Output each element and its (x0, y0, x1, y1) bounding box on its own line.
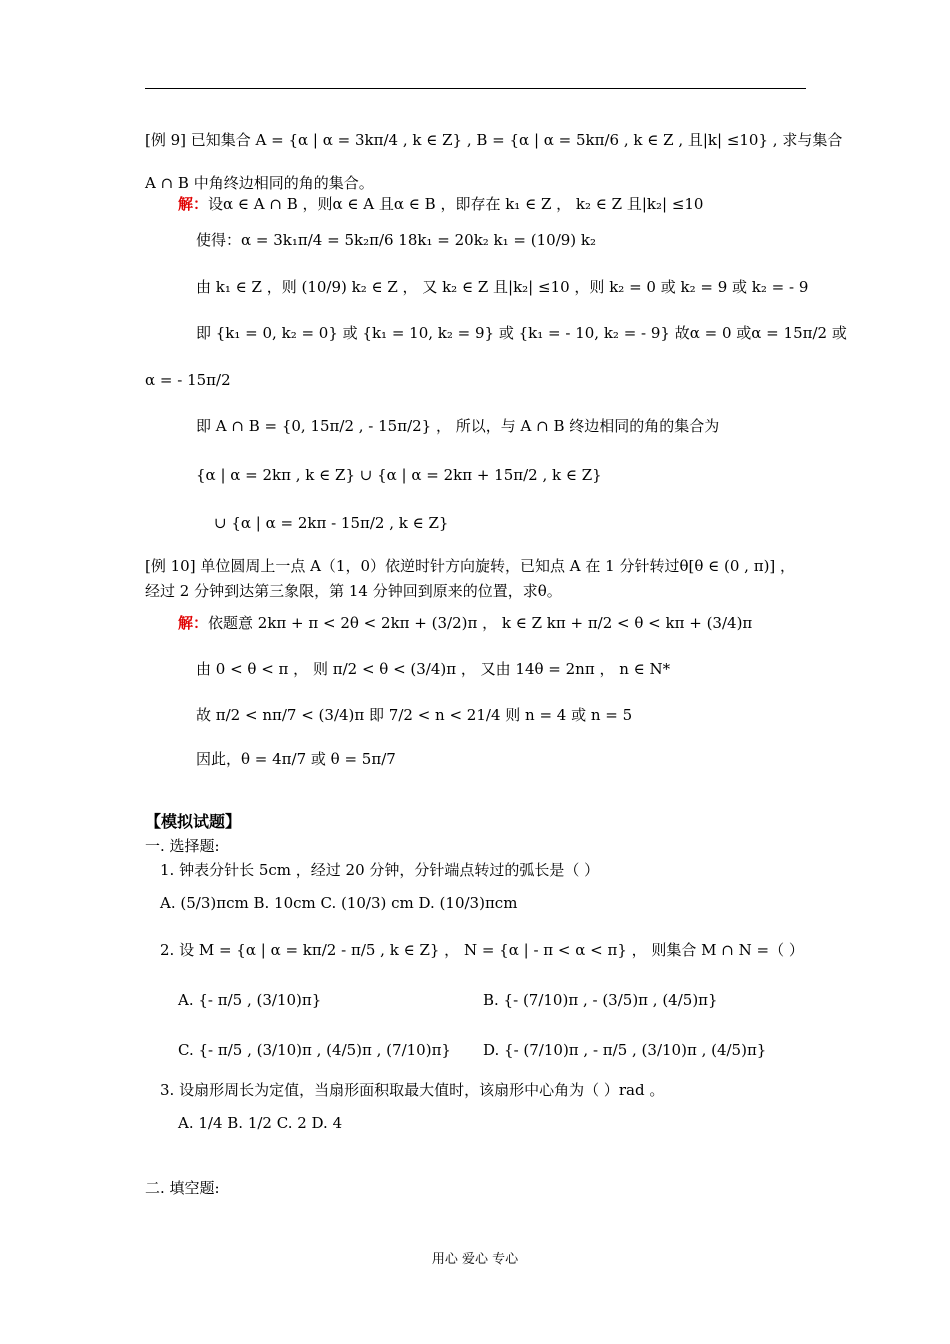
example10-statement-line2: 经过 2 分钟到达第三象限，第 14 分钟回到原来的位置，求θ。 (145, 582, 562, 600)
example9-statement-line1: [例 9] 已知集合 A = {α | α = 3kπ/4 , k ∈ Z} , B = {α | α = 5kπ/6 , k ∈ Z , 且|k| ≤10} , 求与集合 (145, 131, 843, 149)
example10-solution-line3: 故 π/2 < nπ/7 < (3/4)π 即 7/2 < n < 21/4 则 n = 4 或 n = 5 (196, 706, 633, 724)
question-1: 1. 钟表分针长 5cm ，经过 20 分钟，分针端点转过的弧长是（ ） (160, 861, 600, 879)
example9-solution-line4: 即 {k₁ = 0, k₂ = 0} 或 {k₁ = 10, k₂ = 9} 或 {k₁ = - 10, k₂ = - 9} 故α = 0 或α = 15π/2 或 (196, 324, 847, 342)
section-multiple-choice: 一. 选择题: (145, 837, 220, 855)
example9-solution-line3: 由 k₁ ∈ Z ，则 (10/9) k₂ ∈ Z ， 又 k₂ ∈ Z 且|k₂| ≤10 ，则 k₂ = 0 或 k₂ = 9 或 k₂ = - 9 (196, 278, 809, 296)
header-rule (145, 88, 806, 89)
question-2-option-c: C. {- π/5 , (3/10)π , (4/5)π , (7/10)π} (178, 1041, 451, 1059)
question-2-option-b: B. {- (7/10)π , - (3/5)π , (4/5)π} (483, 991, 718, 1009)
example9-solution-line1 (178, 194, 703, 214)
example9-solution-line2: 使得：α = 3k₁π/4 = 5k₂π/6 18k₁ = 20k₂ k₁ = (10/9) k₂ (196, 231, 597, 249)
example9-statement-line2: A ∩ B 中角终边相同的角的集合。 (145, 174, 374, 192)
solution-label: 解： (178, 614, 209, 632)
example9-solution-line6: 即 A ∩ B = {0, 15π/2 , - 15π/2} ， 所以，与 A ∩ B 终边相同的角的集合为 (196, 417, 720, 435)
example9-solution-line8: ∪ {α | α = 2kπ - 15π/2 , k ∈ Z} (214, 514, 449, 532)
example10-statement-line1: [例 10] 单位圆周上一点 A（1，0）依逆时针方向旋转，已知点 A 在 1 分针转过θ[θ ∈ (0 , π)] ， (145, 557, 796, 575)
example10-solution-line2: 由 0 < θ < π ， 则 π/2 < θ < (3/4)π ， 又由 14θ = 2nπ ， n ∈ N* (196, 660, 671, 678)
example9-solution-line5: α = - 15π/2 (145, 371, 231, 389)
solution-text: 依题意 2kπ + π < 2θ < 2kπ + (3/2)π ， k ∈ Z kπ + π/2 < θ < kπ + (3/4)π (208, 614, 753, 632)
question-1-options: A. (5/3)πcm B. 10cm C. (10/3) cm D. (10/3)πcm (160, 894, 518, 912)
question-2-option-a: A. {- π/5 , (3/10)π} (178, 991, 322, 1009)
page-footer: 用心 爱心 专心 (431, 1252, 519, 1267)
question-2: 2. 设 M = {α | α = kπ/2 - π/5 , k ∈ Z} ， N = {α | - π < α < π} ， 则集合 M ∩ N =（ ） (160, 941, 804, 959)
question-3: 3. 设扇形周长为定值，当扇形面积取最大值时，该扇形中心角为（ ）rad 。 (160, 1081, 665, 1099)
example10-solution-line1 (178, 613, 752, 633)
mock-exam-heading: 【模拟试题】 (145, 812, 242, 831)
question-3-options: A. 1/4 B. 1/2 C. 2 D. 4 (178, 1114, 343, 1132)
example10-solution-line4: 因此，θ = 4π/7 或 θ = 5π/7 (196, 750, 396, 768)
question-2-option-d: D. {- (7/10)π , - π/5 , (3/10)π , (4/5)π} (483, 1041, 767, 1059)
solution-label: 解： (178, 195, 209, 213)
section-fill-in-blank: 二. 填空题: (145, 1179, 220, 1197)
solution-text: 设α ∈ A ∩ B ，则α ∈ A 且α ∈ B ，即存在 k₁ ∈ Z ， k₂ ∈ Z 且|k₂| ≤10 (208, 195, 704, 213)
example9-solution-line7: {α | α = 2kπ , k ∈ Z} ∪ {α | α = 2kπ + 15π/2 , k ∈ Z} (196, 466, 602, 484)
